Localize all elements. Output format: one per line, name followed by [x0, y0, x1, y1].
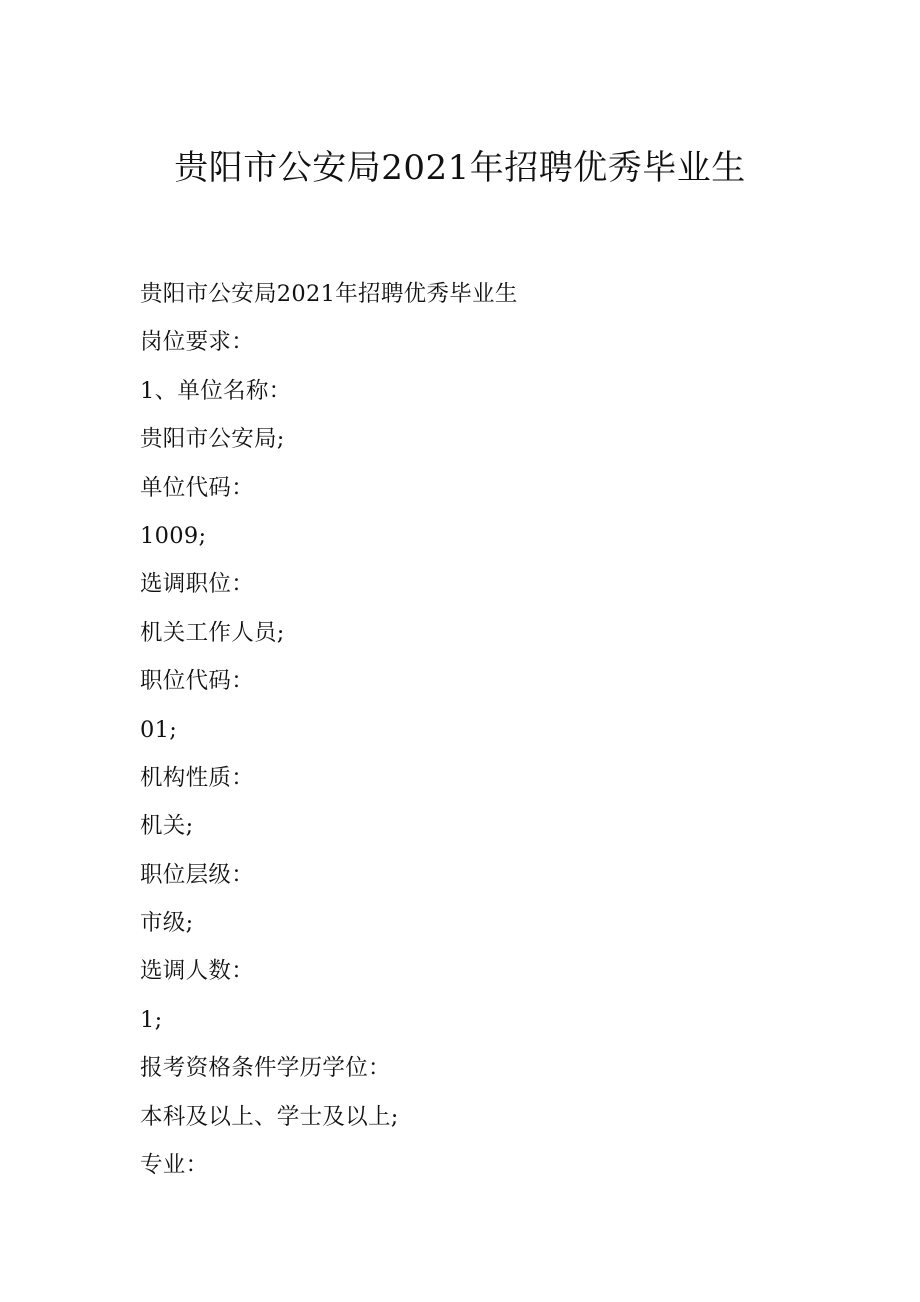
- body-line-position-code-value: 01;: [140, 716, 178, 743]
- body-line-level-value: 市级;: [140, 910, 194, 937]
- body-line-unit-name-label: 1、单位名称：: [140, 377, 292, 404]
- body-line-headcount-label: 选调人数：: [140, 958, 255, 985]
- body-line-unit-name-value: 贵阳市公安局;: [140, 426, 285, 453]
- body-line-position-label: 选调职位：: [140, 571, 255, 598]
- body-line-position-value: 机关工作人员;: [140, 619, 285, 646]
- body-line-major-label: 专业：: [140, 1152, 209, 1179]
- body-line-requirements-label: 岗位要求：: [140, 329, 255, 356]
- document-body: [140, 270, 840, 1189]
- body-line-org-type-label: 机构性质：: [140, 764, 255, 791]
- body-line-degree-value: 本科及以上、学士及以上;: [140, 1103, 399, 1130]
- body-line-unit-code-label: 单位代码：: [140, 474, 255, 501]
- body-line-position-code-label: 职位代码：: [140, 668, 255, 695]
- body-line-heading: 贵阳市公安局2021年招聘优秀毕业生: [140, 281, 518, 307]
- body-line-headcount-value: 1;: [140, 1006, 163, 1033]
- body-line-org-type-value: 机关;: [140, 813, 194, 840]
- document-title: 贵阳市公安局2021年招聘优秀毕业生: [174, 148, 746, 188]
- body-line-degree-label: 报考资格条件学历学位：: [140, 1055, 391, 1082]
- body-line-level-label: 职位层级：: [140, 861, 255, 888]
- body-line-unit-code-value: 1009;: [140, 522, 207, 549]
